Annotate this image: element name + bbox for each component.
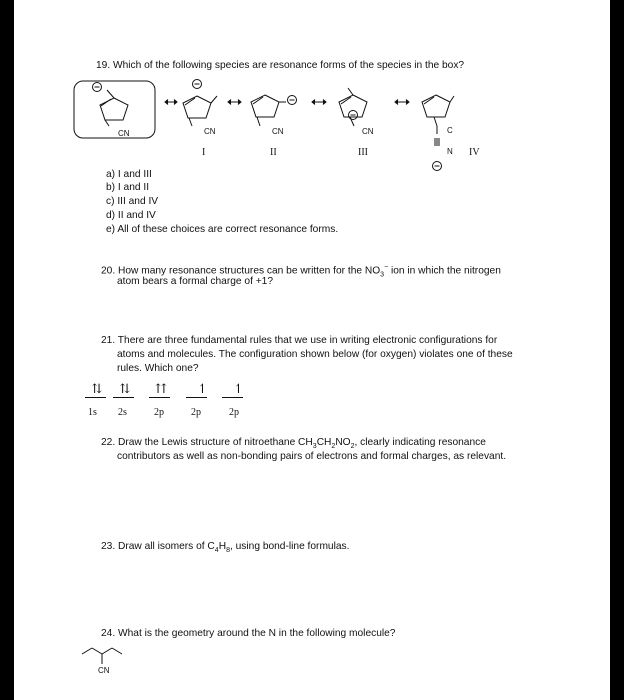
orbital-2p-b-line bbox=[186, 397, 207, 398]
boxed-cn-label: CN bbox=[118, 129, 130, 138]
q21-line3: rules. Which one? bbox=[117, 363, 199, 374]
label-iii: III bbox=[358, 147, 368, 158]
structure-iv-cyanide-n: N bbox=[447, 147, 453, 156]
q21-line1: 21. There are three fundamental rules that we use in writing electronic configurations for bbox=[101, 335, 498, 346]
q24-molecule bbox=[80, 640, 140, 680]
orbital-1s-line bbox=[85, 397, 106, 398]
orbital-2p-b-label: 2p bbox=[191, 407, 201, 418]
orbital-2p-b-arrows: ↿ bbox=[197, 381, 208, 396]
orbital-1s-label: 1s bbox=[88, 407, 97, 418]
orbital-2p-c-line bbox=[222, 397, 243, 398]
structure-i-cn-label: CN bbox=[204, 127, 216, 136]
q19-option-b: b) I and II bbox=[106, 182, 150, 193]
structure-iii-cn-label: CN bbox=[362, 127, 374, 136]
q19-option-d: d) II and IV bbox=[106, 210, 156, 221]
q22-line1: 22. Draw the Lewis structure of nitroethane $CH_3CH_2NO_2$, clearly indicating resonance bbox=[101, 437, 486, 451]
orbital-2p-a-line bbox=[149, 397, 170, 398]
structure-iv-cyanide-c: C bbox=[447, 126, 453, 135]
orbital-2p-c-label: 2p bbox=[229, 407, 239, 418]
orbital-2s-label: 2s bbox=[118, 407, 127, 418]
q24-text: 24. What is the geometry around the N in the following molecule? bbox=[101, 628, 396, 639]
right-black-border bbox=[610, 0, 624, 700]
orbital-1s-arrows: ⇅ bbox=[91, 381, 103, 396]
q20-line1: 20. How many resonance structures can be written for the $NO_3^-$ ion in which the nitrogen bbox=[101, 264, 501, 279]
label-ii: II bbox=[270, 147, 277, 158]
q23-text: 23. Draw all isomers of $C_4H_8$, using bond-line formulas. bbox=[101, 541, 350, 555]
q19-option-e: e) All of these choices are correct resonance forms. bbox=[106, 224, 339, 235]
orbital-2s-arrows: ⇅ bbox=[119, 381, 131, 396]
q19-option-a: a) I and III bbox=[106, 169, 152, 180]
worksheet-page bbox=[14, 0, 610, 700]
label-iv: IV bbox=[469, 147, 480, 158]
left-black-border bbox=[0, 0, 14, 700]
orbital-2p-c-arrows: ↿ bbox=[233, 381, 244, 396]
boxed-species bbox=[74, 81, 155, 138]
q19-text: 19. Which of the following species are resonance forms of the species in the box? bbox=[96, 60, 465, 71]
q19-option-c: c) III and IV bbox=[106, 196, 159, 207]
orbital-2p-a-label: 2p bbox=[154, 407, 164, 418]
q19-resonance-scheme bbox=[14, 70, 610, 210]
label-i: I bbox=[202, 147, 206, 158]
orbital-2p-a-arrows: ⇈ bbox=[155, 381, 167, 396]
orbital-2s-line bbox=[113, 397, 134, 398]
q24-cn-label: CN bbox=[98, 666, 110, 675]
structure-ii-cn-label: CN bbox=[272, 127, 284, 136]
q20-line2: atom bears a formal charge of +1? bbox=[117, 276, 274, 287]
q22-line2: contributors as well as non-bonding pairs of electrons and formal charges, as relevant. bbox=[117, 451, 507, 462]
q21-line2: atoms and molecules. The configuration shown below (for oxygen) violates one of these bbox=[117, 349, 513, 360]
